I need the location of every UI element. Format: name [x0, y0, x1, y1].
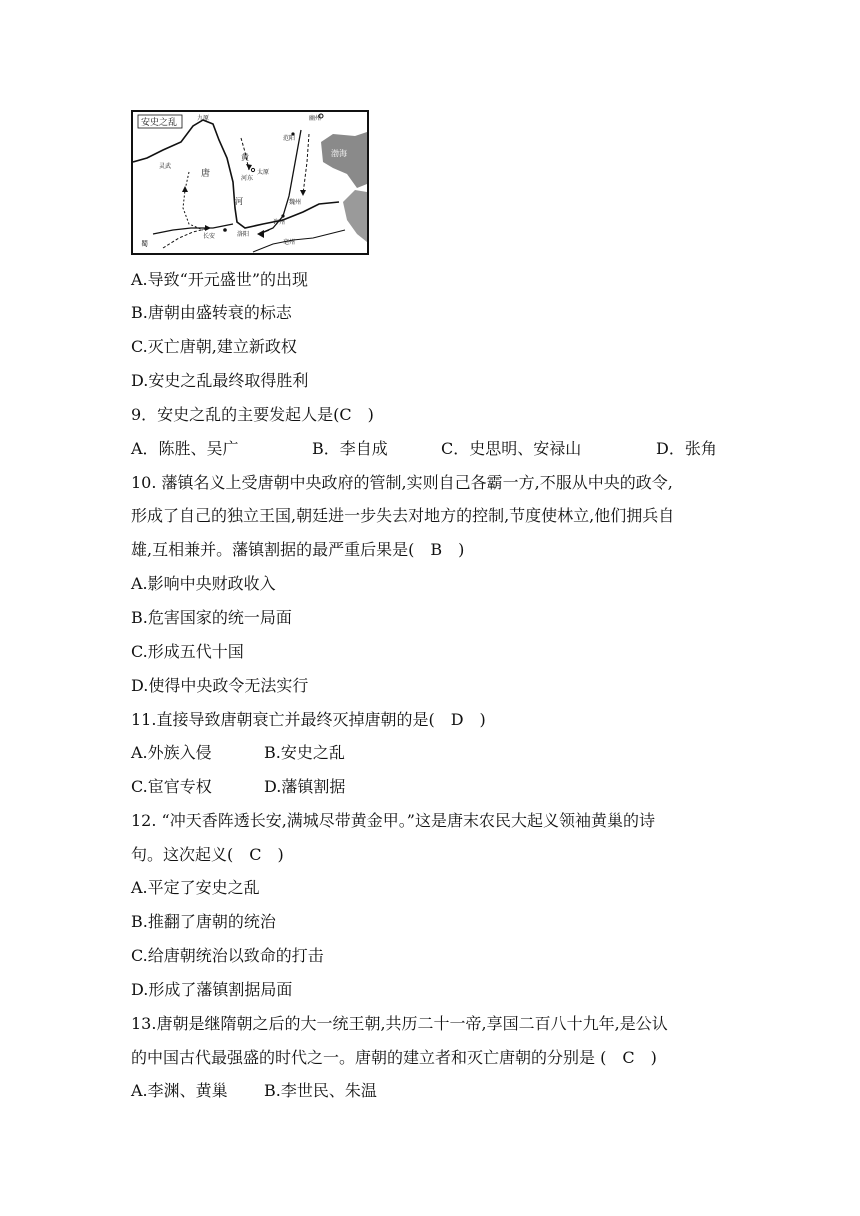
bohai-sea [321, 132, 367, 188]
label-shu: 蜀 [141, 240, 148, 248]
label-youzhou: 幽州 [309, 115, 322, 122]
q9-option-c: C．史思明、安禄山 [441, 439, 582, 458]
peninsula [343, 190, 367, 242]
q10-option-d: D.使得中央政令无法实行 [131, 676, 309, 695]
label-jiuyuan: 九原 [197, 115, 210, 122]
label-he: 河 [235, 197, 243, 206]
q13-option-b: B.李世民、朱温 [264, 1081, 377, 1100]
q12-option-c: C.给唐朝统治以致命的打击 [131, 946, 324, 965]
q12-option-b: B.推翻了唐朝的统治 [131, 912, 276, 931]
huai-river [253, 230, 345, 252]
label-haozhou: 亳州 [283, 239, 296, 246]
label-taiyuan: 太原 [257, 169, 270, 176]
q12-option-a: A.平定了安史之乱 [131, 878, 260, 897]
city-marker [251, 168, 254, 171]
tang-counter-route [303, 134, 309, 194]
q9-option-b: B．李自成 [312, 439, 388, 458]
q11-option-d: D.藩镇割据 [264, 777, 346, 796]
q8-option-a: A.导致“开元盛世”的出现 [131, 270, 309, 289]
label-fanyang: 范阳 [283, 135, 296, 142]
q11-question: 11.直接导致唐朝衰亡并最终灭掉唐朝的是( D ) [131, 710, 486, 729]
q10-option-a: A.影响中央财政收入 [131, 574, 276, 593]
q13-question-line1: 13.唐朝是继隋朝之后的大一统王朝,共历二十一帝,享国二百八十九年,是公认 [131, 1014, 668, 1033]
q12-question-line1: 12. “冲天香阵透长安,满城尽带黄金甲。”这是唐末农民大起义领袖黄巢的诗 [131, 811, 655, 830]
an-shi-rebellion-map [131, 110, 369, 255]
label-changan: 长安 [203, 233, 216, 240]
q12-option-d: D.形成了藩镇割据局面 [131, 980, 293, 999]
q10-option-b: B.危害国家的统一局面 [131, 608, 292, 627]
label-huang: 黄 [241, 153, 249, 162]
label-xuzhou: 许州 [273, 219, 286, 226]
q13-question-line2: 的中国古代最强盛的时代之一。唐朝的建立者和灭亡唐朝的分别是 ( C ) [131, 1048, 657, 1067]
yellow-river [133, 120, 339, 228]
q10-option-c: C.形成五代十国 [131, 642, 244, 661]
q8-option-d: D.安史之乱最终取得胜利 [131, 371, 309, 390]
city-marker [281, 214, 284, 217]
q11-option-c: C.宦官专权 [131, 777, 212, 796]
q11-option-a: A.外族入侵 [131, 743, 212, 762]
q10-question-line2: 形成了自己的独立王国,朝廷进一步失去对地方的控制,节度使林立,他们拥兵自 [131, 506, 675, 525]
q9-question: 9．安史之乱的主要发起人是(C ) [131, 405, 374, 424]
q10-question-line1: 10. 藩镇名义上受唐朝中央政府的管制,实则自己各霸一方,不服从中央的政令, [131, 473, 673, 492]
label-luoyang: 洛阳 [237, 231, 250, 238]
label-bohai: 渤海 [331, 149, 347, 158]
label-lingwu: 灵武 [159, 163, 172, 170]
q11-option-b: B.安史之乱 [264, 743, 345, 762]
city-marker [223, 228, 227, 232]
label-tang: 唐 [201, 169, 211, 179]
q9-option-a: A．陈胜、吴广 [131, 439, 239, 458]
q9-option-d: D．张角 [656, 439, 717, 458]
label-hedong: 河东 [241, 175, 254, 182]
q10-question-line3: 雄,互相兼并。藩镇割据的最严重后果是( B ) [131, 540, 465, 559]
emperor-flight-route [183, 172, 203, 230]
q12-question-line2: 句。这次起义( C ) [131, 845, 284, 864]
map-drawing [133, 112, 367, 253]
map-title: 安史之乱 [141, 118, 178, 128]
q8-option-c: C.灭亡唐朝,建立新政权 [131, 337, 297, 356]
label-weizhou: 魏州 [289, 199, 302, 206]
q8-option-b: B.唐朝由盛转衰的标志 [131, 303, 292, 322]
q13-option-a: A.李渊、黄巢 [131, 1081, 228, 1100]
